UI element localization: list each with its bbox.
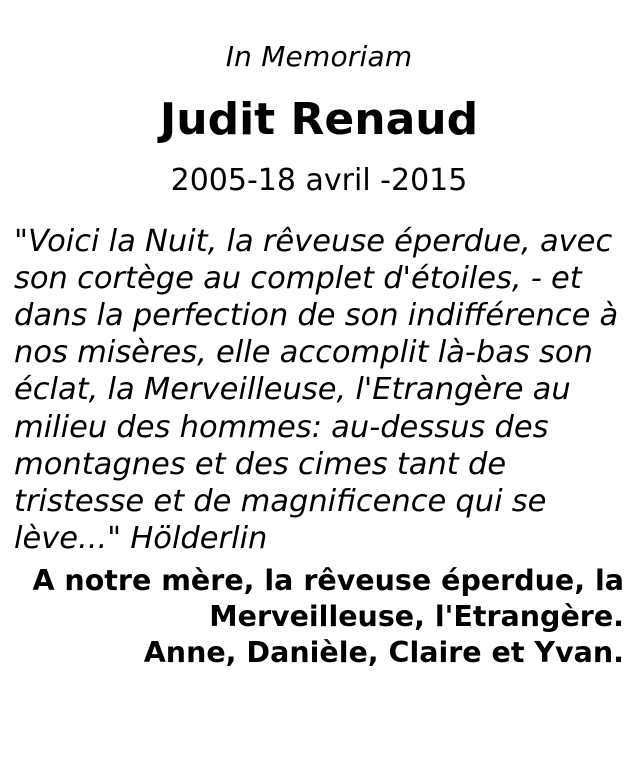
dedication-line-2: Merveilleuse, l'Etrangère. <box>209 600 624 634</box>
deceased-name: Judit Renaud <box>159 93 479 145</box>
dedication-block <box>14 563 624 670</box>
dedication-signatures: Anne, Danièle, Claire et Yvan. <box>143 635 624 669</box>
in-memoriam-heading: In Memoriam <box>225 40 413 73</box>
memorial-quote: "Voici la Nuit, la rêveuse éperdue, avec son cortège au complet d'étoiles, - et dans la perfection de son indifférence à nos misères, elle accomplit là-bas son éclat, la Merveilleuse, l'Etrangère au milieu des hommes: au-dessus des montagnes et des cimes tant de tristesse et de magnificence qui se lève..." Hölderlin <box>14 223 619 557</box>
life-dates: 2005-18 avril -2015 <box>170 162 468 198</box>
dedication-line-1: A notre mère, la rêveuse éperdue, la <box>32 564 624 598</box>
